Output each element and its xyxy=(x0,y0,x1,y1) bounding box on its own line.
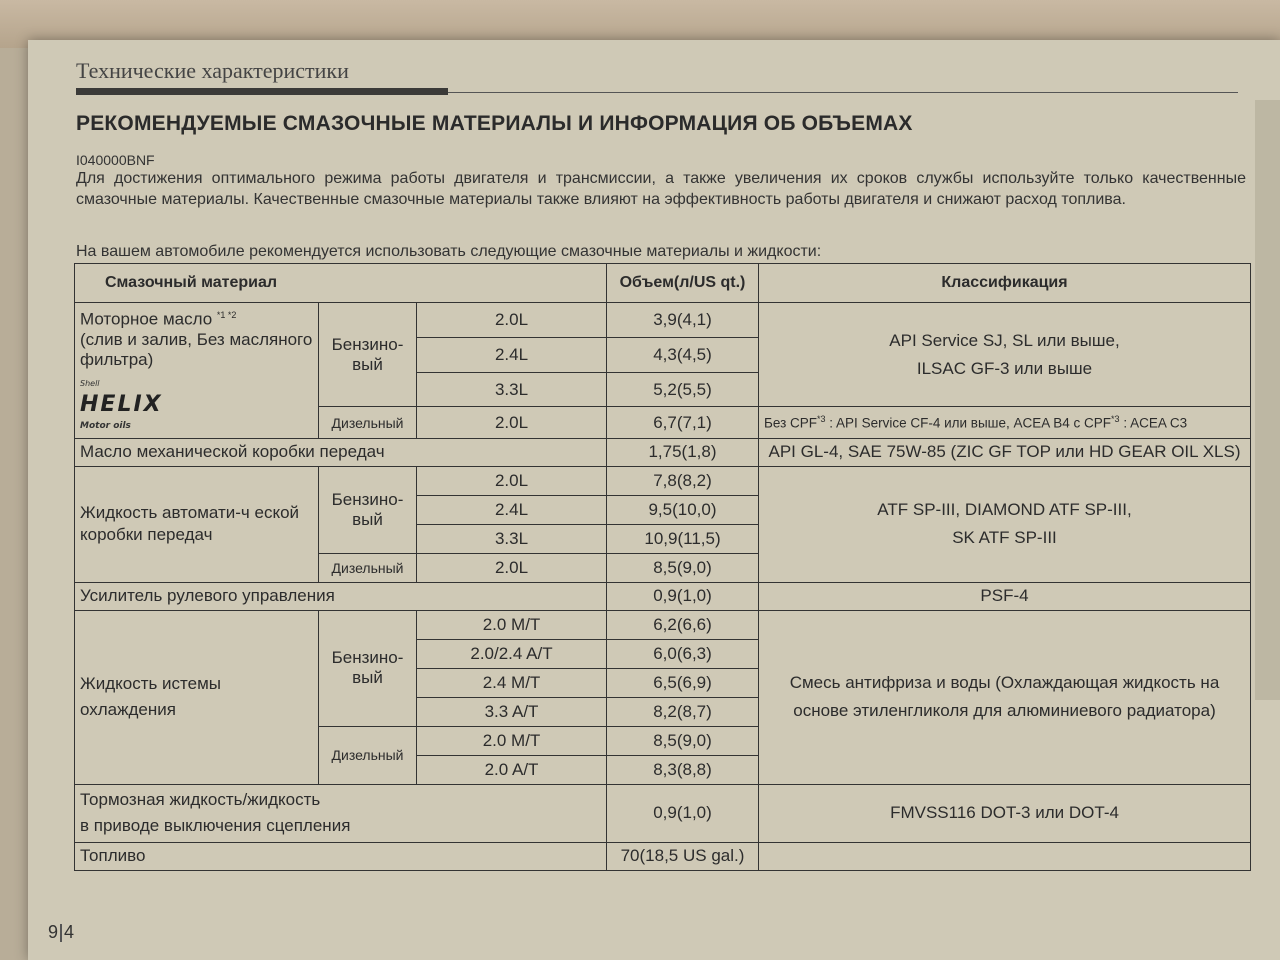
page-separator xyxy=(60,924,62,942)
power-steering-classification: PSF-4 xyxy=(759,582,1251,610)
shell-helix-logo xyxy=(80,374,313,436)
fuel-name: Топливо xyxy=(75,842,607,870)
petrol-label: Бензино-вый xyxy=(319,610,417,726)
engine-size: 2.0 M/T xyxy=(417,610,607,639)
coolant-name: Жидкость истемы охлаждения xyxy=(75,610,319,784)
class-line: SK ATF SP-III xyxy=(952,528,1057,548)
engine-oil-cell xyxy=(75,303,319,439)
table-header-row xyxy=(75,264,1251,303)
volume-value: 9,5(10,0) xyxy=(607,495,759,524)
engine-size: 2.0 A/T xyxy=(417,755,607,784)
diesel-label: Дизельный xyxy=(319,407,417,438)
engine-oil-diesel-classification xyxy=(759,407,1251,438)
volume-value: 6,7(7,1) xyxy=(607,407,759,438)
page-title: РЕКОМЕНДУЕМЫЕ СМАЗОЧНЫЕ МАТЕРИАЛЫ И ИНФОРМАЦИЯ ОБ ОБЪЕМАХ xyxy=(76,112,913,135)
volume-value: 0,9(1,0) xyxy=(607,582,759,610)
recommendation-text: На вашем автомобиле рекомендуется использовать следующие смазочные материалы и жидкости: xyxy=(76,243,822,260)
engine-oil-classification xyxy=(759,303,1251,407)
section-rule-thin xyxy=(448,92,1238,93)
class-footnote: *3 xyxy=(817,414,826,425)
class-line: ATF SP-III, DIAMOND ATF SP-III, xyxy=(877,500,1132,520)
engine-size: 2.4 M/T xyxy=(417,668,607,697)
table-row xyxy=(75,784,1251,842)
coolant-classification xyxy=(759,610,1251,784)
header-volume: Объем(л/US qt.) xyxy=(607,264,759,303)
brake-name-cell xyxy=(75,784,607,842)
diesel-label: Дизельный xyxy=(319,726,417,784)
volume-value: 3,9(4,1) xyxy=(607,303,759,338)
class-footnote: *3 xyxy=(1111,414,1120,425)
logo-motor-text: Motor oils xyxy=(80,420,131,431)
table-row xyxy=(75,303,1251,338)
class-line: ILSAC GF-3 или выше xyxy=(916,358,1093,378)
table-row xyxy=(75,438,1251,466)
intro-paragraph: Для достижения оптимального режима работы двигателя и трансмиссии, а также увеличения их сроков службы используйте только качественные смазочные материалы. Качественные смазочные материалы также влияют на эффективность работы двигателя и снижают расход топлива. xyxy=(76,170,1246,208)
class-text: : API Service CF-4 или выше, ACEA B4 с CPF xyxy=(829,415,1112,431)
brake-name-line: в приводе выключения сцепления xyxy=(80,816,351,836)
volume-value: 4,3(4,5) xyxy=(607,337,759,372)
engine-size: 3.3 A/T xyxy=(417,697,607,726)
table-row xyxy=(75,466,1251,495)
engine-size: 2.0L xyxy=(417,553,607,582)
volume-value: 6,0(6,3) xyxy=(607,639,759,668)
page-chapter: 9 xyxy=(48,922,59,942)
engine-size: 2.0 M/T xyxy=(417,726,607,755)
engine-size: 2.0/2.4 A/T xyxy=(417,639,607,668)
volume-value: 8,5(9,0) xyxy=(607,553,759,582)
volume-value: 1,75(1,8) xyxy=(607,438,759,466)
volume-value: 70(18,5 US gal.) xyxy=(607,842,759,870)
diesel-label: Дизельный xyxy=(319,553,417,582)
volume-value: 7,8(8,2) xyxy=(607,466,759,495)
manual-trans-name: Масло механической коробки передач xyxy=(75,438,607,466)
class-line: основе этиленгликоля для алюминиевого радиатора) xyxy=(793,701,1216,721)
logo-shell-text: Shell xyxy=(80,378,100,388)
auto-trans-classification xyxy=(759,466,1251,582)
engine-size: 3.3L xyxy=(417,524,607,553)
table-row xyxy=(75,610,1251,639)
engine-oil-name: Моторное масло xyxy=(80,309,213,329)
petrol-label: Бензино-вый xyxy=(319,303,417,407)
engine-size: 2.0L xyxy=(417,466,607,495)
engine-size: 2.0L xyxy=(417,303,607,338)
page-index: 4 xyxy=(64,922,75,942)
auto-trans-name: Жидкость автомати-ч еской коробки передач xyxy=(75,466,319,582)
logo-helix-text: HELIX xyxy=(80,391,163,417)
engine-size: 2.4L xyxy=(417,337,607,372)
volume-value: 8,5(9,0) xyxy=(607,726,759,755)
volume-value: 8,3(8,8) xyxy=(607,755,759,784)
engine-oil-detail: (слив и залив, Без масляного фильтра) xyxy=(80,329,313,369)
lubricants-table xyxy=(74,263,1251,871)
engine-size: 3.3L xyxy=(417,372,607,407)
fuel-classification-empty xyxy=(759,842,1251,870)
table-row xyxy=(75,842,1251,870)
volume-value: 6,5(6,9) xyxy=(607,668,759,697)
class-line: Смесь антифриза и воды (Охлаждающая жидкость на xyxy=(789,673,1220,693)
header-lubricant: Смазочный материал xyxy=(75,264,607,303)
adjacent-page-edge xyxy=(1255,100,1280,700)
table-row xyxy=(75,582,1251,610)
brake-name-line: Тормозная жидкость/жидкость xyxy=(80,790,321,810)
class-line: API Service SJ, SL или выше, xyxy=(889,330,1120,350)
manual-trans-classification: API GL-4, SAE 75W-85 (ZIC GF TOP или HD GEAR OIL XLS) xyxy=(759,438,1251,466)
page-number xyxy=(48,922,74,943)
header-classification: Классификация xyxy=(759,264,1251,303)
brake-classification: FMVSS116 DOT-3 или DOT-4 xyxy=(759,784,1251,842)
engine-size: 2.4L xyxy=(417,495,607,524)
volume-value: 6,2(6,6) xyxy=(607,610,759,639)
volume-value: 8,2(8,7) xyxy=(607,697,759,726)
doc-code: I040000BNF xyxy=(76,152,155,168)
volume-value: 5,2(5,5) xyxy=(607,372,759,407)
section-rule xyxy=(76,88,448,95)
volume-value: 0,9(1,0) xyxy=(607,784,759,842)
volume-value: 10,9(11,5) xyxy=(607,524,759,553)
section-title: Технические характеристики xyxy=(76,58,349,83)
power-steering-name: Усилитель рулевого управления xyxy=(75,582,607,610)
class-text: : ACEA C3 xyxy=(1123,415,1188,431)
engine-size: 2.0L xyxy=(417,407,607,438)
petrol-label: Бензино-вый xyxy=(319,466,417,553)
class-text: Без CPF xyxy=(764,415,818,431)
engine-oil-footnotes: *1 *2 xyxy=(216,310,237,320)
